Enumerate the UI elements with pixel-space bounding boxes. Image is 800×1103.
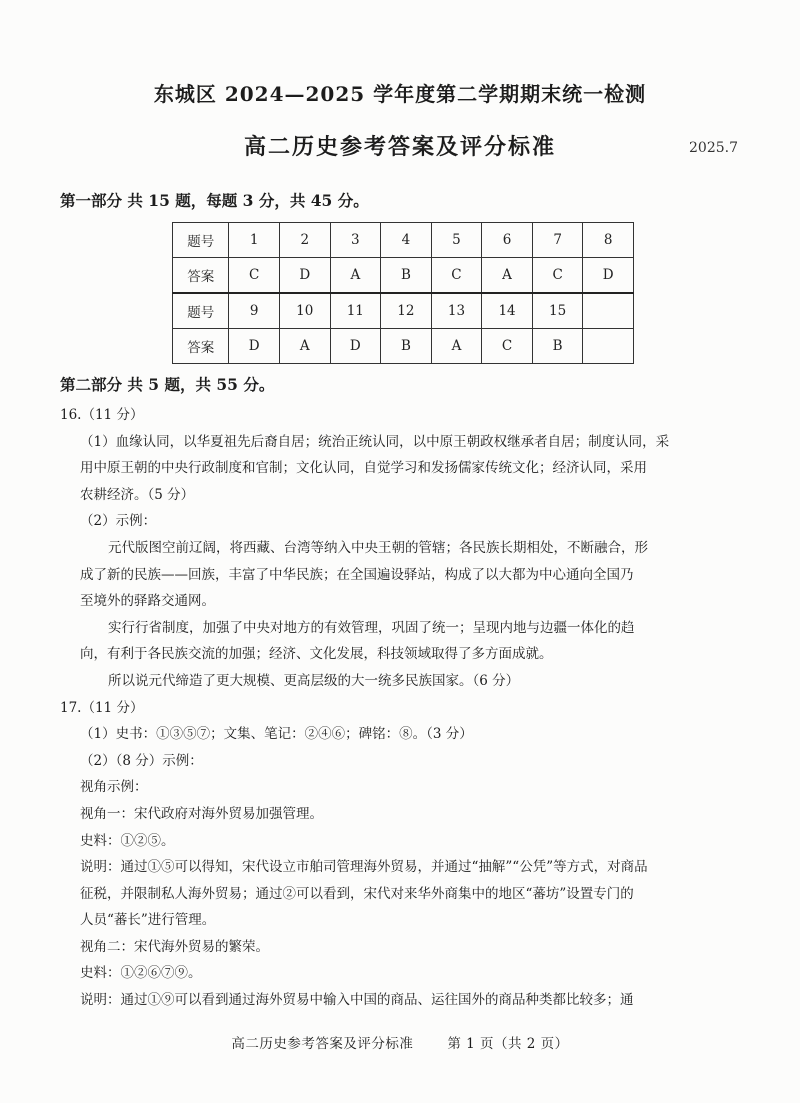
question-number-cell	[583, 293, 634, 329]
answer-line: 史料：①②⑤。	[80, 832, 175, 849]
answer-line: 视角一：宋代政府对海外贸易加强管理。	[80, 805, 323, 822]
question-number-cell: 13	[431, 293, 482, 329]
table-row-numbers-2	[173, 293, 634, 329]
part1-heading: 第一部分 共 15 题，每题 3 分，共 45 分。	[60, 191, 369, 210]
answer-line: 史料：①②⑥⑦⑨。	[80, 965, 202, 982]
question-number-cell: 6	[482, 223, 533, 258]
question-number-cell: 15	[532, 293, 583, 329]
answer-line: 所以说元代缔造了更大规模、更高层级的大一统多民族国家。（6 分）	[108, 672, 520, 689]
answer-cell: C	[431, 258, 482, 294]
question-number-cell: 7	[532, 223, 583, 258]
answer-line: 农耕经济。（5 分）	[80, 486, 195, 503]
answer-cell	[583, 329, 634, 364]
answer-line: （1）史书：①③⑤⑦；文集、笔记：②④⑥；碑铭：⑧。（3 分）	[80, 726, 473, 743]
answer-cell: B	[381, 329, 432, 364]
row-label-answer: 答案	[173, 258, 229, 294]
answer-cell: B	[532, 329, 583, 364]
row-label-answer: 答案	[173, 329, 229, 364]
table-row-numbers-1	[173, 223, 634, 258]
question-number-cell: 2	[279, 223, 330, 258]
answer-cell: C	[482, 329, 533, 364]
exam-title: 东城区 2024—2025 学年度第二学期期末统一检测	[153, 82, 647, 106]
answer-cell: D	[229, 329, 280, 364]
question-number-cell: 11	[330, 293, 381, 329]
answer-cell: D	[583, 258, 634, 294]
answer-line: 实行行省制度，加强了中央对地方的有效管理，巩固了统一；呈现内地与边疆一体化的趋	[108, 619, 635, 636]
answer-line: 用中原王朝的中央行政制度和官制；文化认同，自觉学习和发扬儒家传统文化；经济认同，采用	[80, 460, 647, 477]
part2-answers	[60, 402, 750, 1014]
answer-cell: A	[279, 329, 330, 364]
question-heading: 17.（11 分）	[60, 699, 144, 716]
answer-cell: A	[330, 258, 381, 294]
question-number-cell: 12	[381, 293, 432, 329]
part2-heading: 第二部分 共 5 题，共 55 分。	[60, 375, 275, 394]
answer-line: 说明：通过①⑤可以得知，宋代设立市舶司管理海外贸易，并通过“抽解”“公凭”等方式，对商品	[80, 859, 648, 876]
footer-doc-name: 高二历史参考答案及评分标准	[231, 1036, 414, 1052]
answer-cell: D	[330, 329, 381, 364]
question-heading: 16.（11 分）	[60, 407, 144, 423]
answer-line: 成了新的民族——回族，丰富了中华民族；在全国遍设驿站，构成了以大都为中心通向全国乃	[80, 566, 634, 583]
page-footer	[0, 1032, 800, 1052]
answer-line: 元代版图空前辽阔，将西藏、台湾等纳入中央王朝的管辖；各民族长期相处，不断融合，形	[108, 539, 648, 556]
answer-line: 说明：通过①⑨可以看到通过海外贸易中输入中国的商品、运往国外的商品种类都比较多；通	[80, 992, 634, 1009]
answer-cell: C	[532, 258, 583, 294]
row-label-number: 题号	[173, 223, 229, 258]
answer-line: 视角示例：	[80, 779, 148, 796]
question-number-cell: 3	[330, 223, 381, 258]
answer-line: （2）示例：	[80, 513, 157, 530]
answer-line: （2）（8 分）示例：	[80, 752, 203, 769]
document-date: 2025.7	[689, 140, 738, 156]
answer-cell: D	[279, 258, 330, 294]
question-number-cell: 5	[431, 223, 482, 258]
answer-line: 征税，并限制私人海外贸易；通过②可以看到，宋代对来华外商集中的地区“蕃坊”设置专门的	[80, 885, 634, 902]
answer-line: （1）血缘认同，以华夏祖先后裔自居；统治正统认同，以中原王朝政权继承者自居；制度认同，采	[80, 433, 670, 450]
answer-cell: A	[431, 329, 482, 364]
document-subtitle: 高二历史参考答案及评分标准	[243, 134, 556, 160]
question-number-cell: 10	[279, 293, 330, 329]
question-number-cell: 14	[482, 293, 533, 329]
question-number-cell: 8	[583, 223, 634, 258]
table-row-answers-1	[173, 258, 634, 294]
answer-cell: A	[482, 258, 533, 294]
question-number-cell: 9	[229, 293, 280, 329]
answer-cell: C	[229, 258, 280, 294]
question-number-cell: 1	[229, 223, 280, 258]
footer-page-info: 第 1 页（共 2 页）	[447, 1036, 569, 1052]
question-number-cell: 4	[381, 223, 432, 258]
answer-line: 向，有利于各民族交流的加强；经济、文化发展，科技领域取得了多方面成就。	[80, 646, 553, 663]
table-row-answers-2	[173, 329, 634, 364]
answer-cell: B	[381, 258, 432, 294]
row-label-number: 题号	[173, 293, 229, 329]
answer-line: 至境外的驿路交通网。	[80, 593, 215, 610]
answer-table	[172, 222, 634, 364]
answer-line: 视角二：宋代海外贸易的繁荣。	[80, 938, 269, 955]
answer-line: 人员“蕃长”进行管理。	[80, 912, 216, 929]
